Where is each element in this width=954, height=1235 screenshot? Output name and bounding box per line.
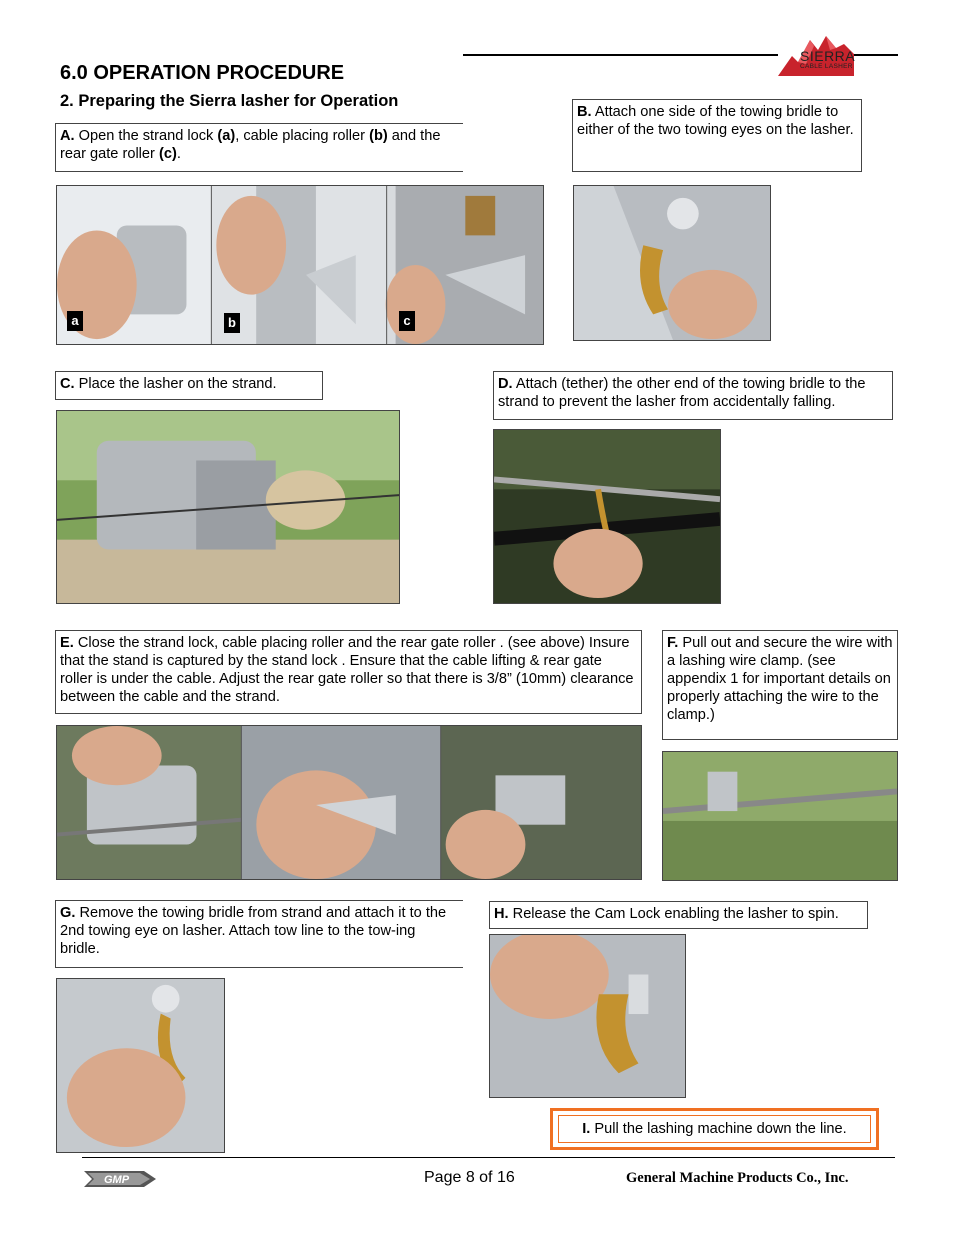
photo-tag-b: b [224, 313, 240, 333]
page-title: 6.0 OPERATION PROCEDURE [60, 62, 345, 84]
step-i-letter: I. [582, 1121, 591, 1137]
section-subtitle: 2. Preparing the Sierra lasher for Operation [60, 92, 399, 110]
photo-step-e [56, 725, 642, 880]
step-a-box: A. Open the strand lock (a), cable placing roller (b) and the rear gate roller (c). [55, 123, 463, 172]
photo-step-f [662, 751, 898, 881]
header-rule-right [848, 54, 898, 56]
page-number: Page 8 of 16 [424, 1169, 515, 1186]
photo-step-b [573, 185, 771, 341]
photo-step-a [56, 185, 544, 345]
step-e-box: E. Close the strand lock, cable placing roller and the rear gate roller . (see above) Insure that the stand is captured by the stand lock . Ensure that the cable lifting & rear gate roller is under the cable. Adjust the rear gate roller so that there is 3/8” (10mm) clearance between the cable and the strand. [55, 630, 642, 714]
step-b-letter: B. [577, 104, 592, 120]
photo-step-c [56, 410, 400, 604]
header-rule [463, 54, 778, 56]
step-i-inner: I. Pull the lashing machine down the line. [558, 1115, 871, 1143]
photo-tag-a: a [67, 311, 83, 331]
photo-tag-c: c [399, 311, 415, 331]
step-d-box: D. Attach (tether) the other end of the towing bridle to the strand to prevent the lasher from accidentally falling. [493, 371, 893, 420]
gmp-logo [82, 1167, 158, 1191]
step-a-letter: A. [60, 128, 75, 144]
step-d-letter: D. [498, 376, 513, 392]
step-e-letter: E. [60, 635, 74, 651]
step-g-box: G. Remove the towing bridle from strand and attach it to the 2nd towing eye on lasher. Attach tow line to the tow-ing bridle. [55, 900, 463, 968]
photo-step-h [489, 934, 686, 1098]
photo-step-d [493, 429, 721, 604]
logo-subtext: CABLE LASHER [800, 63, 853, 70]
gmp-logo-icon [82, 1167, 158, 1191]
sierra-logo [778, 30, 854, 76]
step-g-letter: G. [60, 905, 76, 921]
step-b-box: B. Attach one side of the towing bridle to either of the two towing eyes on the lasher. [572, 99, 862, 172]
company-name: General Machine Products Co., Inc. [626, 1170, 849, 1186]
logo-text: SIERRA [800, 48, 856, 64]
step-i-box [550, 1108, 879, 1150]
step-c-letter: C. [60, 376, 75, 392]
step-c-box: C. Place the lasher on the strand. [55, 371, 323, 400]
footer-rule [82, 1157, 895, 1158]
svg-text:GMP: GMP [104, 1174, 130, 1186]
step-h-box: H. Release the Cam Lock enabling the lasher to spin. [489, 901, 868, 929]
step-f-box: F. Pull out and secure the wire with a lashing wire clamp. (see appendix 1 for important details on properly attaching the wire to the clamp.) [662, 630, 898, 740]
step-h-letter: H. [494, 906, 509, 922]
photo-step-g [56, 978, 225, 1153]
step-f-letter: F. [667, 635, 679, 651]
